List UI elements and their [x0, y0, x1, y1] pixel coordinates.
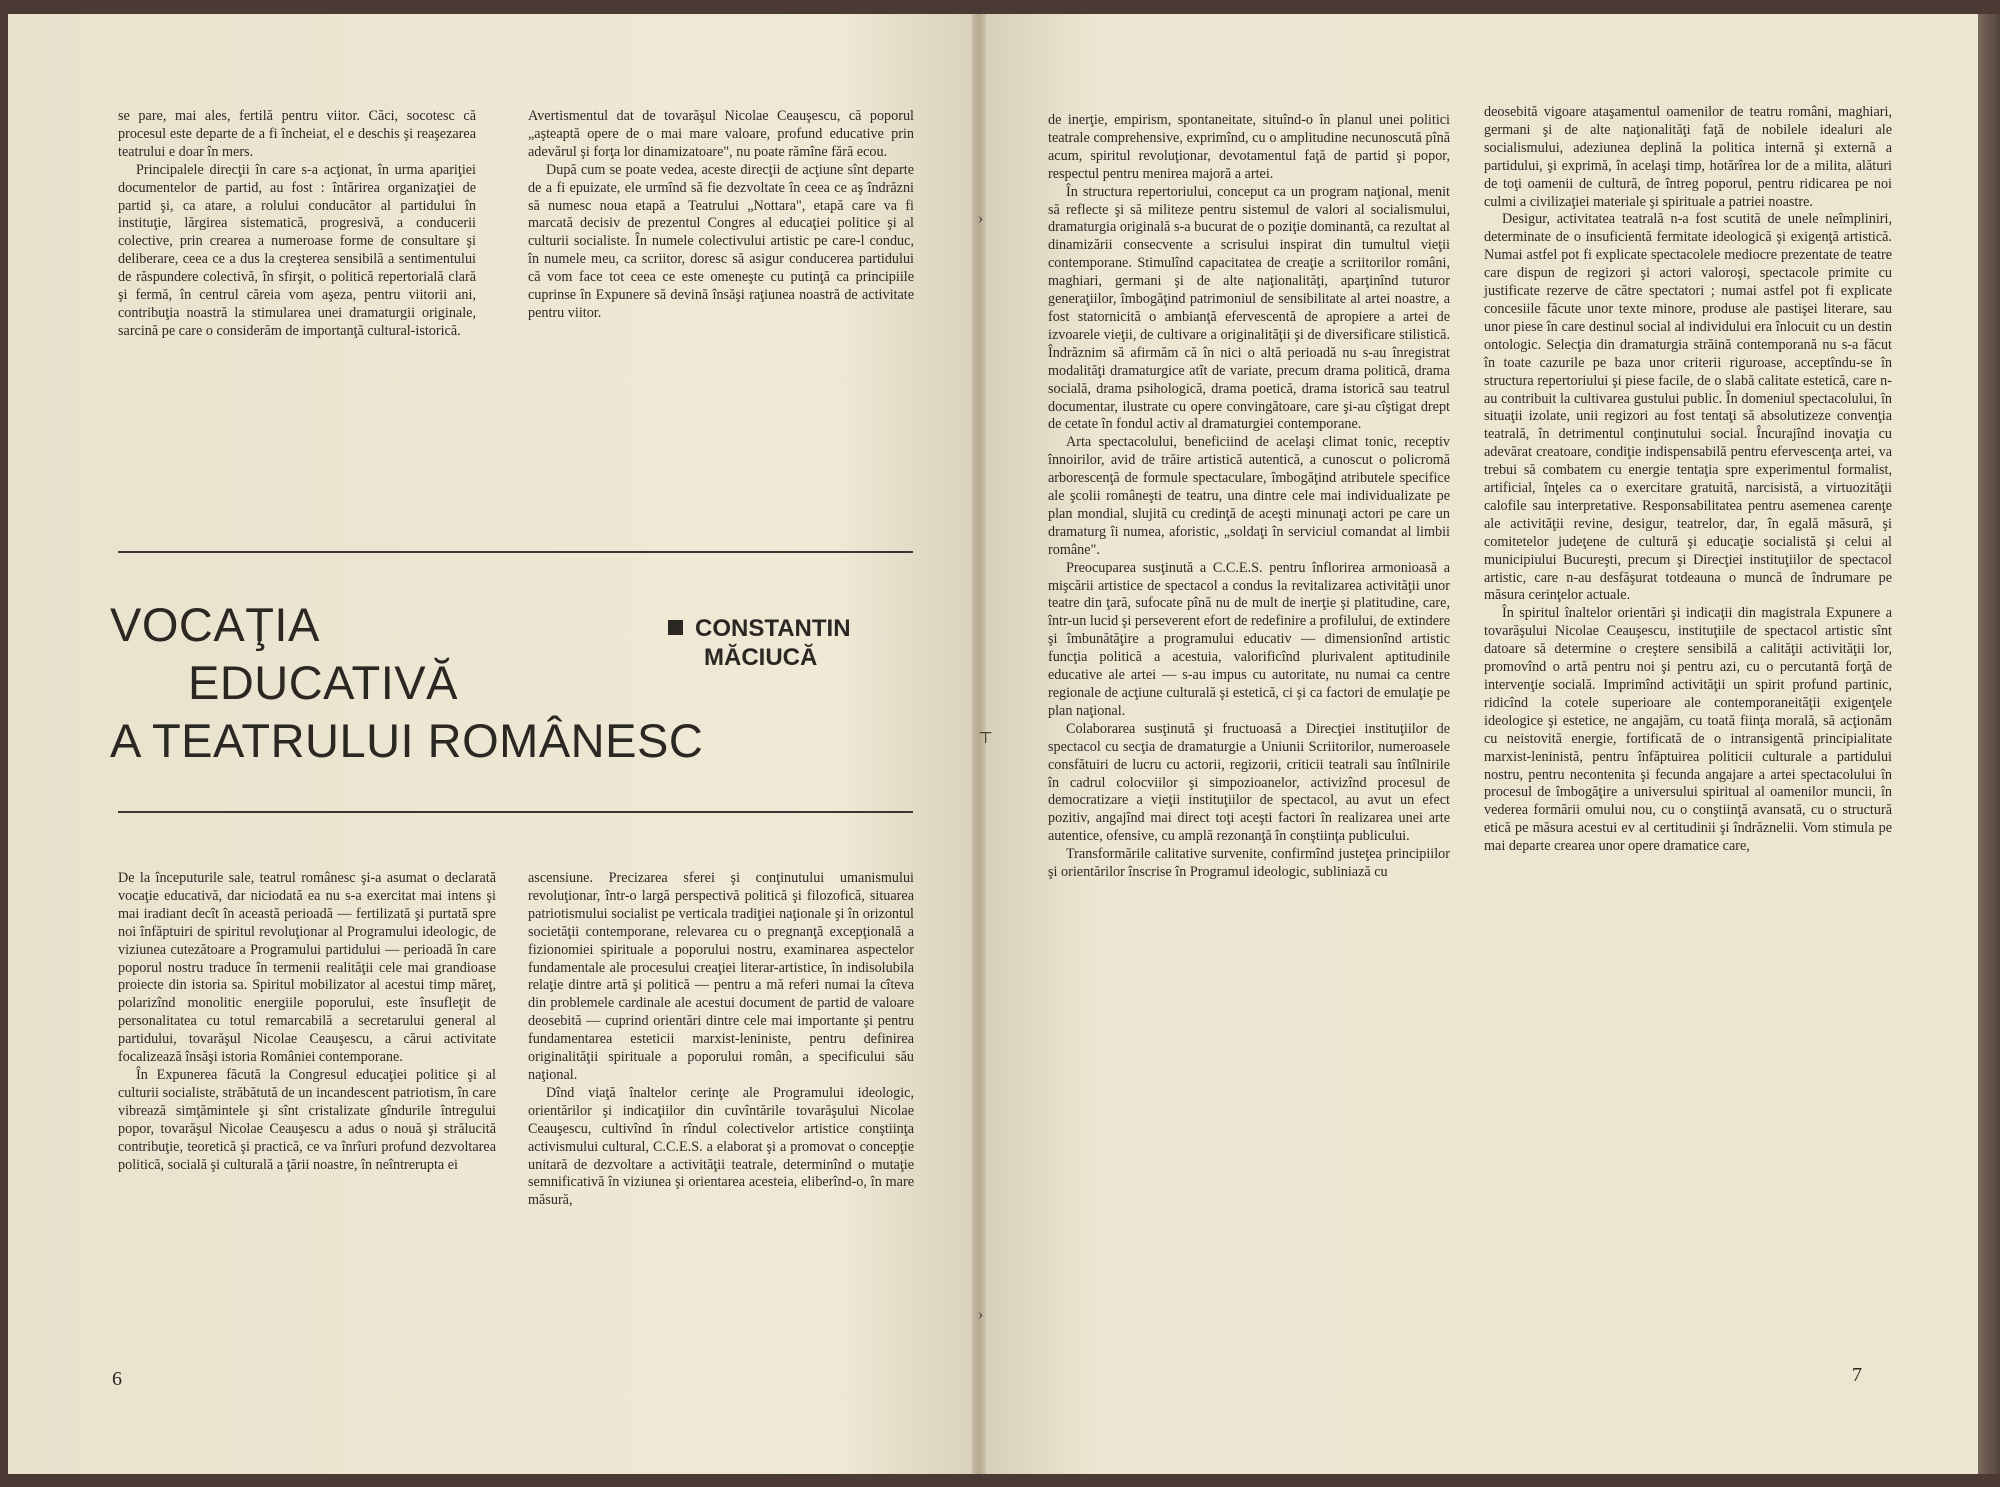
paragraph: În Expunerea făcută la Congresul educaţiei politice şi al culturii socialiste, străbătută de un incandescent patriotism, în care vibrează simţămintele şi sînt cristalizate gîndurile întregului popor, tovarăşul Nicolae Ceauşescu a adus o nouă şi strălucită contribuţie, teoretică şi practică, ce va înrîuri profund dezvoltarea politică, socială şi culturală a ţării noastre, în neîntrerupta ei	[118, 1066, 496, 1173]
paragraph: Transformările calitative survenite, confirmînd justeţea principiilor şi orientărilor înscrise în Programul ideologic, subliniază cu	[1048, 846, 1450, 881]
paragraph: Arta spectacolului, beneficiind de acelaşi climat tonic, receptiv înnoirilor, avid de trăire artistică autentică, a cunoscut o policromă arborescenţă de formule spectaculare, îmbogăţind atributele specifice ale şcolii româneşti de teatru, una dintre cele mai individualizate pe plan mondial, slujită cu credinţă de aceşti minunaţi actori pe care un dramaturg îi numea, aforistic, „soldaţi în serviciul comandat al limbii române".	[1048, 434, 1450, 558]
paragraph: Desigur, activitatea teatrală n-a fost scutită de unele neîmpliniri, determinate de o insuficientă fermitate ideologică şi exigenţă artistică. Numai astfel pot fi explicate spectacolele mediocre prezentate de teatre care dispun de regizori şi actori valoroşi, spectacole primite cu justificate rezerve de către spectatori ; numai astfel pot fi explicate concesiile făcute unor texte minore, produse ale pastişei literare, sau unor piese în care destinul social al individului era înlocuit cu un destin ontologic. Selecţia din dramaturgia străină contemporană nu s-a făcut în toate cazurile pe baza unor criterii riguroase, acceptîndu-se în structura repertoriului şi piese facile, de o slabă calitate estetică, care n-au contribuit la cultivarea gustului public. În domeniul spectacolului, în situaţii izolate, unii regizori au fost tentaţi să absolutizeze convenţia teatrală, în detrimentul conţinutului social. Încurajînd inovaţia cu adevărat creatoare, condiţie indispensabilă pentru efervescenţa artei, va trebui să combatem cu energie tentaţia spre experimentul formalist, artificial, înţeles ca o exercitare gratuită, narcisistă, a virtuozităţii calofile sau interpretative. Responsabilitatea pentru asemenea carenţe ale activităţii revine, desigur, teatrelor, dar, în egală măsură, şi comitetelor judeţene de cultură şi educaţie socialistă şi celui al municipiului Bucureşti, precum şi Direcţiei instituţiilor de spectacol artistic, care n-au desfăşurat totdeauna o muncă de îndrumare pe măsura cerinţelor actuale.	[1484, 211, 1892, 604]
page-number-left: 6	[112, 1368, 122, 1390]
paragraph: se pare, mai ales, fertilă pentru viitor. Căci, socotesc că procesul este departe de a fi încheiat, el e deschis şi reaşezarea teatrului e doar în mers.	[118, 108, 476, 160]
right-column-2	[1484, 104, 1892, 856]
paragraph: După cum se poate vedea, aceste direcţii de acţiune sînt departe de a fi epuizate, ele urmînd să fie dezvoltate în ceea ce aş îndrăzni să numesc noua etapă a Teatrului „Nottara", etapă care va fi marcată decisiv de prezentul Congres al educaţiei politice şi al culturii socialiste. În numele colectivului artistic pe care-l conduc, în numele meu, ca scriitor, doresc să asigur conducerea partidului că vom face tot ceea ce este omeneşte cu putinţă ca principiile cuprinse în Expunere să devină însăşi raţiunea noastră de activitate pentru viitor.	[528, 161, 914, 321]
title-line-3: A TEATRULUI ROMÂNESC	[110, 714, 704, 767]
left-top-column-1	[118, 108, 476, 341]
paragraph: Principalele direcţii în care s-a acţionat, în urma apariţiei documentelor de partid, au fost : întărirea organizaţiei de partid şi, ca atare, a rolului conducător al partidului în instituţie, lărgirea sistematică, progresivă, a conducerii colective, prin crearea a numeroase forme de consultare şi deliberare, ceea ce a dus la creşterea sensibilă a sentimentului de răspundere colectivă, în sfirşit, o politică repertorială clară şi fermă, în centrul căreia vom aşeza, pentru viitorii ani, contribuţia noastră la stimularea unei dramaturgii originale, sarcină pe care o considerăm de importanţă cultural-istorică.	[118, 161, 476, 339]
title-rule-top	[118, 551, 913, 553]
paragraph: Avertismentul dat de tovarăşul Nicolae Ceauşescu, că poporul „aşteaptă opere de o mai mare valoare, profund educative prin adevărul şi forţa lor dinamizatoare", nu poate rămîne fără ecou.	[528, 108, 914, 160]
title-line-1: VOCAŢIA	[110, 598, 320, 651]
title-rule-bottom	[118, 811, 913, 813]
left-top-column-2	[528, 108, 914, 323]
spine-mark-2: ⊤	[978, 730, 994, 747]
left-bottom-column-1	[118, 870, 496, 1174]
paragraph: În spiritul înaltelor orientări şi indicaţii din magistrala Expunere a tovarăşului Nicolae Ceauşescu, instituţiile de spectacol artistic sînt datoare să determine o creştere sensibilă a calităţii activităţii lor, promovînd o artă pentru noi şi pentru azi, cu o percutantă forţă de intervenţie socială. Imprimînd activităţii un spirit profund partinic, ridicînd la cotele superioare ale contemporaneităţii exigenţele ideologice şi estetice, ne angajăm, cu toată fiinţa morală, să acţionăm cu neistovită energie, fortificată de o intransigentă principialitate marxist-leninistă, pentru înfăptuirea politicii culturale a partidului nostru, pentru necontenita şi fecunda angajare a artei spectacolului în procesul de îmbogăţire a universului spiritual al oamenilor muncii, în vederea formării omului nou, cu o conştiinţă avansată, cu o structură etică pe măsura acestui ev al certitudinii şi îndrăznelii. Vom stimula pe mai departe crearea unor opere dramatice care,	[1484, 605, 1892, 855]
article-author	[668, 614, 851, 672]
paragraph: De la începuturile sale, teatrul românesc şi-a asumat o declarată vocaţie educativă, dar niciodată ea nu s-a exercitat mai intens şi mai iradiant decît în această perioadă — fertilizată şi purtată spre noi înfăptuiri de spiritul revoluţionar al Programului ideologic, de viziunea cutezătoare a Programului partidului — perioadă în care poporul nostru traduce în termenii realităţii cele mai grandioase proiecte din istoria sa. Spiritul mobilizator al acestui timp măreţ, polarizînd monolitic energiile poporului, este însufleţit de personalitatea cu totul remarcabilă a secretarului general al partidului, tovarăşul Nicolae Ceauşescu, a cărui activitate focalizează însăşi istoria României contemporane.	[118, 870, 496, 1066]
spine-mark-1: ›	[978, 210, 984, 227]
author-bullet-icon	[668, 620, 683, 635]
article-title	[110, 596, 703, 770]
page-number-right: 7	[1852, 1364, 1862, 1386]
author-line-1: CONSTANTIN	[695, 615, 851, 642]
title-line-2: EDUCATIVĂ	[188, 656, 458, 709]
paragraph: de inerţie, empirism, spontaneitate, situînd-o în planul unei politici teatrale comprehensive, exprimînd, cu o amplitudine necunoscută pînă acum, spiritul revoluţionar, devotamentul faţă de partid şi popor, respectul pentru menirea majoră a artei.	[1048, 112, 1450, 182]
left-bottom-column-2	[528, 870, 914, 1210]
paragraph: deosebită vigoare ataşamentul oamenilor de teatru români, maghiari, germani şi de alte naţionalităţi faţă de nobilele idealuri ale socialismului, adeziunea deplină la politica internă şi externă a partidului, şi exprimă, în acelaşi timp, hotărîrea lor de a milita, alături de toţi oamenii de cultură, de întreg poporul, pentru ridicarea pe noi culmi a civilizaţiei materiale şi spirituale a patriei noastre.	[1484, 104, 1892, 210]
author-line-2: MĂCIUCĂ	[704, 644, 818, 671]
spine-mark-3: ›	[978, 1306, 984, 1323]
paragraph: Colaborarea susţinută şi fructuoasă a Direcţiei instituţiilor de spectacol cu secţia de dramaturgie a Uniunii Scriitorilor, numeroasele consfătuiri de lucru cu actorii, regizorii, criticii teatrali sau întîlnirile în cadrul colocviilor şi simpozioanelor, activizînd procesul de democratizare a vieţii instituţiilor de spectacol, au avut un efect pozitiv, angajînd mai direct toţi aceşti factori în realizarea unei arte autentice, ofensive, cu amplă rezonanţă în conştiinţa publicului.	[1048, 720, 1450, 845]
right-column-1	[1048, 112, 1450, 882]
paragraph: Preocuparea susţinută a C.C.E.S. pentru înflorirea armonioasă a mişcării artistice de spectacol a condus la revitalizarea activităţii unor teatre din ţară, sufocate pînă nu de mult de inerţie şi platitudine, care, într-un lucid şi perseverent efort de redefinire a profilului, de extindere şi îmbunătăţire a programului educativ — dimensionînd artistic funcţia politică a acestuia, valorificînd plurivalent aptitudinile educative ale artei — s-au impus cu autoritate, nu numai ca centre regionale de acţiune culturală şi estetică, ci şi ca factori de emulaţie pe plan naţional.	[1048, 559, 1450, 719]
book-edge	[1978, 14, 2000, 1474]
paragraph: În structura repertoriului, conceput ca un program naţional, menit să reflecte şi să militeze pentru sistemul de valori al socialismului, dramaturgia originală s-a bucurat de o poziţie dominantă, ca rezultat al dinamizării consecvente a scrisului inspirat din tumultul vieţii contemporane. Stimulînd capacitatea de creaţie a scriitorilor români, maghiari, germani şi de alte naţionalităţi, aparţinînd tuturor generaţiilor, îmbogăţind patrimoniul de sensibilitate al artei noastre, a fost statornicită o ambianţă efervescentă de apropiere a artei de izvoarele vieţii, de cultivare a originalităţii şi de diversificare stilistică. Îndrăznim să afirmăm că în nici o altă perioadă nu s-au înregistrat modalităţi dramaturgice atît de variate, precum drama politică, drama socială, drama psihologică, drama poetică, drama istorică sau teatrul documentar, ilustrate cu opere convingătoare, care şi-au cîştigat drept de cetate în fondul activ al dramaturgiei contemporane.	[1048, 183, 1450, 433]
paragraph: Dînd viaţă înaltelor cerinţe ale Programului ideologic, orientărilor şi indicaţiilor din cuvîntările tovarăşului Nicolae Ceauşescu, cultivînd în rîndul colectivelor artistice conştiinţa activismului cultural, C.C.E.S. a elaborat şi a promovat o concepţie unitară de dezvoltare a activităţii teatrale, determinînd o mutaţie semnificativă în viziunea şi orientarea acesteia, eliberînd-o, în mare măsură,	[528, 1084, 914, 1209]
paragraph: ascensiune. Precizarea sferei şi conţinutului umanismului revoluţionar, într-o largă perspectivă politică şi filozofică, situarea patriotismului socialist pe verticala tradiţiei naţionale şi în orizontul societăţii contemporane, relevarea cu o pregnanţă excepţională a fizionomiei spirituale a poporului nostru, examinarea aspectelor fundamentale ale procesului creaţiei literar-artistice, în indisolubila relaţie dintre artă şi politică — pentru a mă referi numai la cîteva din problemele cardinale ale acestui document de partid de valoare deosebită — cuprind orientări dintre cele mai importante şi pentru fundamentarea esteticii marxist-leniniste, pentru definirea originalităţii spirituale a poporului român, a specificului său naţional.	[528, 870, 914, 1083]
